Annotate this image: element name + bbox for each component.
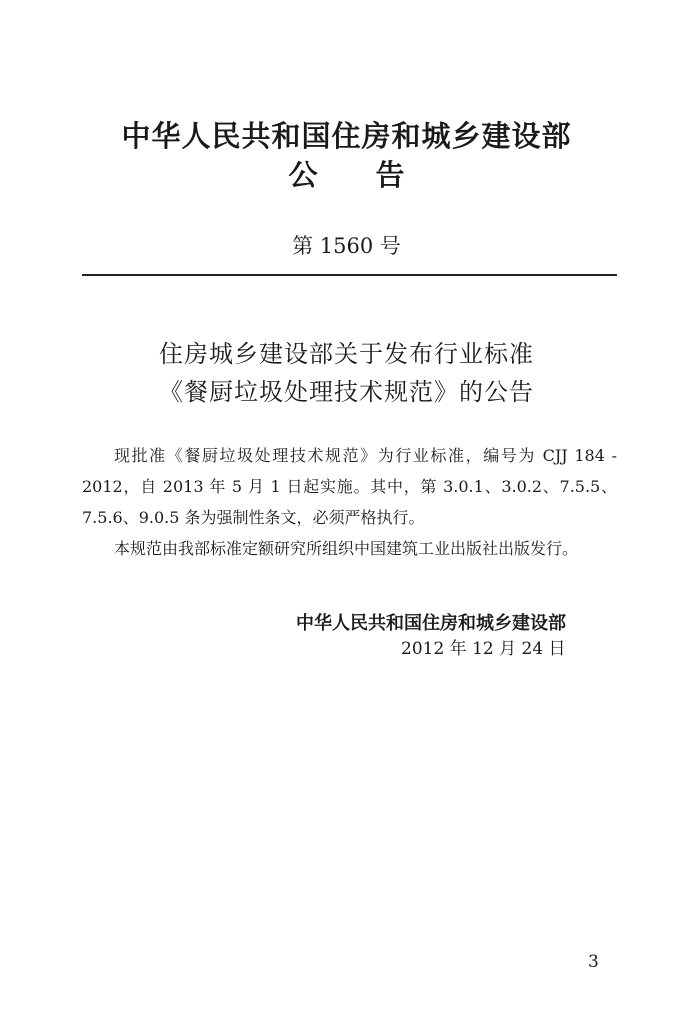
notice-title-part-1: 公 [288,158,318,192]
body-paragraph-2: 本规范由我部标准定额研究所组织中国建筑工业出版社出版发行。 [114,539,579,558]
ministry-name: 中华人民共和国住房和城乡建设部 [121,119,572,153]
signature-issuer: 中华人民共和国住房和城乡建设部 [296,613,566,634]
subject-line-2: 《餐厨垃圾处理技术规范》的公告 [159,378,534,406]
body-paragraph-1: 现批准《餐厨垃圾处理技术规范》为行业标准，编号为 CJJ 184 - 2012，自 2013 年 5 月 1 日起实施。其中，第 3.0.1、3.0.2、7.5.5、7.5.6、9.0.5 条为强制性条文，必须严格执行。 [82,446,617,527]
signature-date: 2012 年 12 月 24 日 [401,639,566,659]
notice-title-part-2: 告 [375,158,405,192]
notice-subject [0,335,693,411]
page-number: 3 [588,952,599,972]
notice-title [0,157,693,193]
subject-line-1: 住房城乡建设部关于发布行业标准 [159,340,534,368]
notice-body [82,440,617,564]
header-divider [82,274,617,276]
notice-number: 第 1560 号 [292,234,401,258]
